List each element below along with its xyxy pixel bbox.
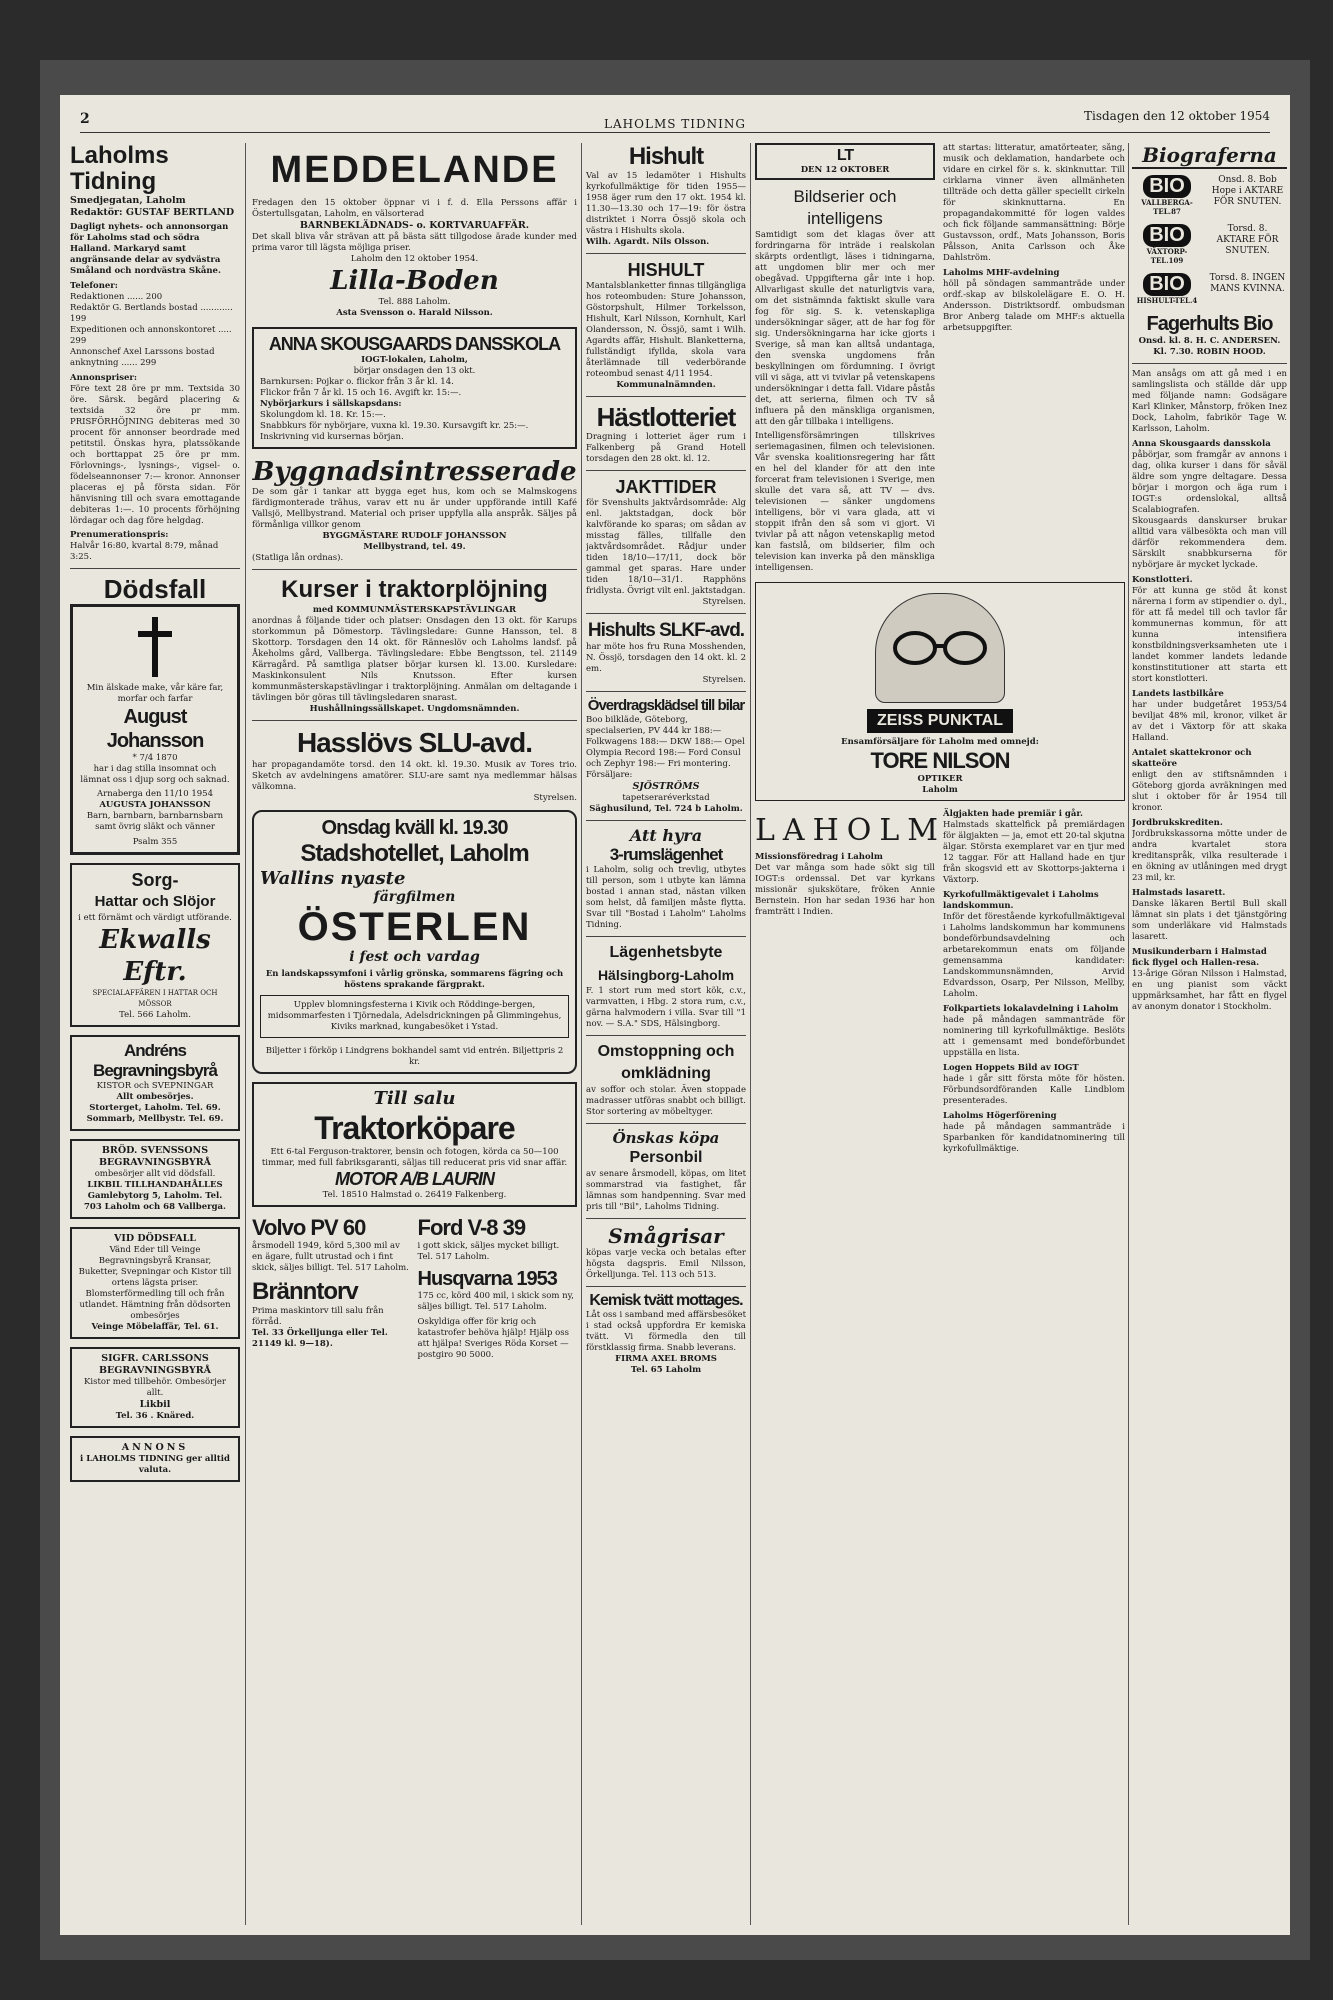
hyra-title: Att hyra [629, 826, 703, 845]
ekwall-tel: Tel. 566 Laholm. [119, 1010, 191, 1020]
kyrko-title: Kyrkofullmäktigevalet i Laholms landskommun. [943, 890, 1099, 911]
column-rule [1128, 143, 1129, 1925]
news-split [755, 143, 1125, 574]
slu-text: har propagandamöte torsd. den 14 okt. kl. 19.30. Musik av Tores trio. Sketch av avdelningens amatörer. SLU-are samt nya medlemmar hälsas välkomna. [252, 760, 577, 792]
halm-title: Halmstads lasarett. [1132, 888, 1226, 898]
musik-text: 13-årige Göran Nilsson i Halmstad, en ung pianist som väckt uppmärksamhet, har fått en flygel av anonym donator i Stockholm. [1132, 969, 1287, 1012]
zeiss-brand: ZEISS PUNKTAL [867, 709, 1013, 733]
miss-title: Missionsföredrag i Laholm [755, 852, 883, 862]
death-born: * 7/4 1870 [132, 753, 178, 763]
upplev-text: Upplev blomningsfesterna i Kivik och Röddinge-bergen, midsommarfesten i Tjörnedala, Adelsdrickningen på Glimmingehus, Kiviks marknad, kungabesöket i Ystad. [260, 995, 569, 1038]
sigfr-text: Kistor med tillbehör. Ombesörjer allt. [84, 1377, 226, 1398]
ad-volvo [252, 1215, 412, 1361]
over-title: Överdragsklädsel till bilar [587, 697, 745, 714]
death-notice-title: Dödsfall [103, 574, 207, 604]
omst-text: av soffor och stolar. Även stoppade madrasser utföras snabbt och billigt. Stor sortering av möbeltyger. [586, 1085, 746, 1117]
ann-text: i LAHOLMS TIDNING ger alltid valuta. [80, 1454, 230, 1475]
hast-title: Hästlotteriet [596, 402, 736, 432]
bio-text: Torsd. 8. INGEN MANS KVINNA. [1209, 273, 1286, 294]
bio-sub: HISHULT-TEL.4 [1136, 296, 1198, 305]
vid-text: Vänd Eder till Veinge Begravningsbyrå Kransar, Buketter, Svepningar och Kistor till ortens lägsta priser. Blomsterförmedling till och från utlandet. Hämtning från dödsorten ombesörjes [78, 1245, 232, 1321]
sorg-sub: Hattar och Slöjor [94, 893, 216, 910]
bio-title: Biograferna [1132, 143, 1287, 169]
rum3-text: i Laholm, solig och trevlig, utbytes till person, som i utbyte kan lämna bostad i annan stad, nästan vilken som helst, då familjen måste flytta. Svar till "Bostad i Laholm" Laholms Tidning. [586, 865, 746, 930]
landets-text: har under budgetåret 1953/54 beviljat 48% mil, kronor, vilket är av det i Växtorp för att skaka Halland. [1132, 700, 1287, 743]
paper-name: LAHOLMS TIDNING [604, 117, 746, 131]
anna-title: Anna Skousgaards dansskola [1132, 439, 1271, 449]
jord-text: Jordbrukskassorna mötte under de andra kvartalet stora kreditanspråk, vilka resulterade i en ökning av utlåningen med drygt 23 mil, kr. [1132, 829, 1287, 883]
death-psalm: Psalm 355 [132, 837, 178, 847]
phone-line: Redaktionen ...... 200 [70, 292, 163, 302]
bio-logo: BIO [1143, 175, 1191, 198]
column-local [586, 143, 746, 1925]
hishult2-sign: Kommunalnämnden. [616, 380, 716, 390]
husq-title: Husqvarna 1953 [417, 1268, 557, 1290]
ad-sorg [70, 863, 240, 1027]
kurs-title: Kurser i traktorplöjning [281, 576, 548, 603]
mhf-text: höll på söndagen sammanträde under ordf.-skap av bilskolelägare E. O. H. Andersson. Distriktsordf. ombudsman Bror Anberg talade om MHF:s aktuella arbetsuppgifter. [943, 279, 1125, 333]
rum3-title: 3-rumslägenhet [609, 845, 723, 864]
news-lower-left [755, 809, 946, 1155]
hoger-text: hade på måndagen sammanträde i Sparbanken för kandidatnominering till kyrkofullmäktige. [943, 1122, 1125, 1154]
dans-line: Skolungdom kl. 18. Kr. 15:—. [260, 410, 386, 420]
lt-logo: LT [836, 147, 854, 164]
slu-sign: Styrelsen. [533, 793, 577, 803]
man-text: Man ansågs om att gå med i en samlingslista och ställde där upp med följande namn: Godsägare Karl Klinker, Månstorp, fröken Inez Dock, Laholm, fabrikör Tage W. Karlsson, Laholm. [1132, 369, 1287, 434]
bild-text: Samtidigt som det klagas över att fordringarna för inträde i realskolan skärpts ordentligt, läses i tidningarna, att ungdomen blir mer och mer obegåvad. Uppgifterna går inte i hop. Allvarligast skulle det naturligtvis vara, om det sistnämnda faktiskt skulle vara fog för sig. S. k. vetenskapliga undersökningar säger, att de har fog för sig. Undersökningarna har icke gjorts i Sverige, så man kan alltså undantaga, den svenska ungdomens från beskyllningen om fördumning. I övrigt vill vi säga, att vi tvivlar på vetenskapens undersökningar i detta fall. Vidare påstås det, att serierna, filmen och TV så influera på den mänskliga organismen, att den går tillbaka i intelligens. [755, 230, 935, 427]
hoger-title: Laholms Högerförening [943, 1111, 1057, 1121]
traktor-title: Traktorköpare [314, 1110, 515, 1146]
bygg-addr: Mellbystrand, tel. 49. [363, 542, 466, 552]
phones-title: Telefoner: [70, 281, 118, 291]
bygg-note: (Statliga lån ordnas). [252, 553, 344, 563]
kurs-text: anordnas å följande tider och platser: Onsdagen den 13 okt. för Karups storkommun på Dömestorp. Tävlingsledare: Gunne Hansson, tel. 8 Skottorp. Torsdagen den 14 okt. för Ränneslöv och Laholms landsf. på Åkeholms gård, Vallberga. Tävlingsledare: Ebbe Bengtsson, tel. 21149 Kärragård. På samtliga platser börjar kursen kl. 13.00. Kursledare: Maskinkonsulent Nils Knutsson. Efter kursen kommunmästerskapstävlingar i traktorplöjning. Anmälan om deltagande i tävlingen bör göras till tävlingsledaren snarast. [252, 616, 577, 703]
death-signer: AUGUSTA JOHANSSON [99, 800, 211, 810]
over-text: Boo bilkläde, Göteborg, specialserien, PV 444 kr 188:— Folkwagens 188:— DKW 188:— Opel Olympia Record 198:— Ford Consul och Zephyr 198:— Fri montering. Försäljare: [586, 715, 745, 780]
death-intro: Min älskade make, vår käre far, morfar och farfar [86, 683, 224, 704]
musik-title: Musikunderbarn i Halmstad fick flygel och Hallen-resa. [1132, 947, 1267, 968]
bilar-text: Oskyldiga offer för krig och katastrofer behöva hjälp! Hjälp oss att hjälpa! Sveriges Röda Korset — postgiro 90 5000. [417, 1317, 570, 1360]
antal-title: Antalet skattekronor och skatteöre [1132, 748, 1252, 769]
motor-name: MOTOR A/B LAURIN [335, 1169, 494, 1189]
bild-text2: Intelligensförsämringen tillskrives seriemagasinen, filmen och televisionen. Vår svenska koalitionsregering har fått en hel del klander för att den inte forcerat fram televisionen i Sverige, men skulle det vara så, att TV — dvs. televisionen — sänker ungdomens intelligens, bör vi vara glada, att vi stoppit ifrån den så som vi gjort. Vi tvivlar på att någon vetenskaplig metod kan fastslå, om bildserier, film och television kan inverka på den mänskliga intelligensen. [755, 431, 935, 573]
hishult-text: Val av 15 ledamöter i Hishults kyrkofullmäktige för tiden 1955—1958 äger rum den 17 okt. 1954 kl. 11.30—13.30 och 17—19: för östra distriktet i Norra Össjö skola och västra i Hishults skola. [586, 171, 746, 236]
volvo-title: Volvo PV 60 [252, 1215, 366, 1240]
antal-text: enligt den av stiftsnämnden i Göteborg gjorda avräkningen med slut i oktober för år 1954 till kronor. [1132, 770, 1287, 813]
prices-title: Annonspriser: [70, 373, 138, 383]
phone-line: Annonschef Axel Larssons bostad anknytning ...... 299 [70, 347, 215, 368]
farg-text: färgfilmen [373, 889, 456, 905]
sigfr-lik: Likbil [139, 1399, 171, 1410]
page-header [80, 103, 1270, 133]
bio-vaxtorp [1132, 224, 1287, 265]
death-friends: samt övrig släkt och vänner [95, 822, 215, 832]
phone-line: Redaktör G. Bertlands bostad ............ 199 [70, 303, 233, 324]
column-masthead [70, 143, 240, 1925]
cross-icon [130, 617, 180, 677]
bio-logo-block [1132, 273, 1202, 305]
brann-tel: Tel. 33 Örkelljunga eller Tel. 21149 kl. 9—18). [252, 1328, 388, 1349]
person-text: av senare årsmodell, köpas, om litet sommarstrad via fastighet, får lämnas som handpenning. Svar med pris till "Bil", Laholms Tidning. [586, 1169, 746, 1212]
bio-logo: BIO [1143, 224, 1191, 247]
ad-vid-dodsfall [70, 1227, 240, 1339]
hishult2-title: HISHULT [627, 260, 705, 280]
ad-osterlen [252, 810, 577, 1074]
sma-title: Smågrisar [608, 1224, 724, 1248]
bio-hishult [1132, 273, 1287, 305]
byte-city: Hälsingborg-Laholm [597, 967, 735, 983]
lt-date: DEN 12 OKTOBER [800, 165, 890, 175]
masthead: Laholms Tidning [70, 143, 169, 195]
column-news [755, 143, 1125, 1925]
medd-text2: Det skall bliva vår strävan att på bästa sätt tillgodose ärade kunder med prima varor till lägsta möjliga priser. [252, 232, 577, 253]
sub-text: Halvår 16:80, kvartal 8:79, månad 3:25. [70, 541, 219, 562]
biljetter-text: Biljetter i förköp i Lindgrens bokhandel samt vid entrén. Biljettpris 2 kr. [265, 1046, 564, 1067]
kurs-org: med KOMMUNMÄSTERSKAPSTÄVLINGAR [312, 605, 517, 615]
death-family: Barn, barnbarn, barnbarnsbarn [86, 811, 224, 821]
bio-logo-block [1132, 224, 1202, 265]
konst-title: Konstlotteri. [1132, 575, 1193, 585]
tore-name: TORE NILSON [870, 748, 1010, 773]
sigfr-title: SIGFR. CARLSSONS BEGRAVNINGSBYRÅ [98, 1353, 212, 1376]
dans-title: ANNA SKOUSGAARDS DANSSKOLA [268, 334, 561, 354]
dans-line: Barnkursen: Pojkar o. flickor från 3 år kl. 14. [260, 377, 454, 387]
byte-text: F. 1 stort rum med stort kök, c.v., varmvatten, i Hbg. 2 stora rum, c.v., gärna halvmodern i villa. Svar till "1 nov. — S.A." SDS, Hälsingborg. [586, 986, 746, 1029]
bio-text: Torsd. 8. AKTARE FÖR SNUTEN. [1216, 224, 1279, 256]
alg-title: Älgjakten hade premiär i går. [943, 809, 1084, 819]
slkf-title: Hishults SLKF-avd. [587, 620, 745, 641]
medd-sign: Asta Svensson o. Harald Nilsson. [336, 308, 493, 318]
jakt-sign: Styrelsen. [702, 597, 746, 607]
meddelande-title: MEDDELANDE [270, 149, 559, 191]
ad-traktor [252, 1082, 577, 1207]
death-place: Arnaberga den 11/10 1954 [97, 789, 213, 799]
bio-logo: BIO [1143, 273, 1191, 296]
masthead-editor: Redaktör: GUSTAF BERTLAND [70, 207, 235, 218]
logen-title: Logen Hoppets Bild av IOGT [943, 1063, 1079, 1073]
slkf-text: har möte hos fru Runa Mosshenden, N. Össjö, torsdagen den 14 okt. kl. 2 em. [586, 642, 746, 674]
death-text: har i dag stilla insomnat och lämnat oss i djup sorg och saknad. [80, 764, 230, 785]
news-left [755, 143, 935, 574]
ad-annons [70, 1436, 240, 1482]
tillsalu: Till salu [373, 1088, 456, 1109]
news-lower-right [943, 809, 1125, 1155]
ad-sigfr-carlsson [70, 1347, 240, 1428]
sorg-text: i ett förnämt och värdigt utförande. [78, 913, 232, 923]
bygg-text: De som går i tankar att bygga eget hus, kom och se Malmskogens färdigmonterade trähus, varav ett nu är under uppförande intill Kafé Vallsjö, Mellbystrand. Material och priser uppfylla alla anspråk. Säljes på förmånliga villkor genom [252, 487, 577, 530]
brann-text: Prima maskintorv till salu från förråd. [252, 1306, 384, 1327]
medd-shop: BARNBEKLÄDNADS- o. KORTVARUAFFÄR. [299, 220, 530, 231]
ad-andren [70, 1035, 240, 1131]
jakt-text: för Svenshults jaktvårdsområde: Alg enl. jaktstadgan, dock bör kalvförande ko sparas; om sådan av misstag fälles, tillfalle den jaktvårdsområdet. Rådjur under tiden 18/10—17/11, dock bör gammal get sparas. Hare under tiden 18/10—31/1. Rapphöns fridlysta. Övrigt vilt enl. jaktstadgan. [586, 498, 746, 596]
lt-box [755, 143, 935, 180]
brod-title: BRÖD. SVENSSONS BEGRAVNINGSBYRÅ [98, 1145, 212, 1168]
mhf-title: Laholms MHF-avdelning [943, 268, 1060, 278]
bygg-firm: BYGGMÄSTARE RUDOLF JOHANSSON [322, 531, 507, 541]
wallins-text: Wallins nyaste [260, 868, 406, 889]
ford-text: i gott skick, säljes mycket billigt. Tel. 517 Laholm. [417, 1241, 560, 1262]
masthead-address: Smedjegatan, Laholm [70, 195, 186, 206]
glasses-illustration [875, 593, 1005, 703]
alg-text: Halmstads skattelfick på premiärdagen för älgjakten — ja, emot ett 20-tal skjutna älgar. Största exemplaret var en tjur med 12 taggar. För att Halland hade en tjur från skogsvid ett av Skottorps-jakterna i Växtorp. [943, 820, 1125, 885]
issue-date: Tisdagen den 12 oktober 1954 [1084, 109, 1270, 123]
death-notice [70, 604, 240, 855]
konst-text: För att kunna ge stöd åt konst närerna i form av stipendier o. dyl., för att få medel till och tavlor får kommunernas kommun, för att kunna intensifiera konstbildningsverksamheten ute i landet kommer landets ledande konstinstitutioner att starta ett stort konstlotteri. [1132, 586, 1287, 684]
phone-line: Expeditionen och annonskontoret ..... 299 [70, 325, 232, 346]
sjostroms-addr: Säghusilund, Tel. 724 b Laholm. [589, 804, 743, 814]
eyeglasses-icon [890, 628, 990, 668]
ann-title: ANNONS [121, 1442, 189, 1453]
hishult-sign: Wilh. Agardt. Nils Olsson. [586, 237, 710, 247]
laholm-heading: LAHOLM [755, 813, 946, 848]
ad-dansskola [252, 327, 577, 449]
bio-text: Onsd. 8. Bob Hope i AKTARE FÖR SNUTEN. [1211, 175, 1284, 207]
hishult2-text: Mantalsblanketter finnas tillgängliga hos roteombuden: Sture Johansson, Göstorpshult, Hilmer Torkelsson, Hishult, Karl Nilsson, Kornhult, Karl Olandersson, N. Össjö, samt i Wilh. Agardts affär, Hishult. Blanketterna, fullständigt ifyllda, skola vara återlämnade till vederbörande roteombud senast 4/11 1954. [586, 281, 746, 379]
column-rule [581, 143, 582, 1925]
logen-text: hade i går sitt första möte för hösten. Förbundsordföranden Kalle Lindblom presenterades. [943, 1074, 1125, 1106]
onsdag-text: Onsdag kväll kl. 19.30 [321, 817, 508, 839]
landets-title: Landets lastbilkåre [1132, 689, 1224, 699]
kemisk-text: Låt oss i samband med affärsbesöket i stad också uppfordra Er kemiska tvätt. Vi förmedla den till förstklassig firma. Snabb leverans. [586, 1310, 746, 1353]
bio-sub: VALLBERGA-TEL.87 [1141, 198, 1193, 216]
slu-title: Hasslövs SLU-avd. [296, 727, 533, 758]
bio-vallberga [1132, 175, 1287, 216]
jakt-title: JAKTTIDER [615, 477, 717, 497]
kurs-sign: Hushållningssällskapet. Ungdomsnämnden. [309, 704, 520, 714]
anna-text: påbörjar, som framgår av annons i dag, olika kurser i dans för såväl äldre som yngre deltagare. Dessa börjar i morgon och äga rum i IOGT:s ordenslokal, alltså Scalabiografen. [1132, 450, 1287, 515]
osterlen-sub: i fest och vardag [349, 949, 480, 965]
prices-text: Före text 28 öre pr mm. Textsida 30 öre. Särsk. begärd placering & textsida 32 öre pr mm. PRISFÖRHÖJNING debiteras med 30 procent för annonser beordrade med petitstil. Önskas hyra, platssökande och borttappat 25 öre pr mm. Förlovnings-, lysnings-, vigsel- o. födelseannonser 7:— kronor. Annonser placeras ej på första sidan. För hänvisning till och svara emottagande debiteras 1:—. 10 procents förhöjning lördagar och dag före helgdag. [70, 384, 240, 526]
andren-text2: Allt ombesörjes. [116, 1092, 194, 1102]
medd-date: Laholm den 12 oktober 1954. [350, 254, 479, 264]
art-text: att startas: litteratur, amatörteater, sång, musik och deklamation, handarbete och vidare en cirkel för s. k. skinknuttar. Till cirklarna vinner även allmänheten tillträde och detta gäller speciellt cirkeln för skinknuttarna. En propagandakommitté för logen valdes och fick följande sammansättning: Börje Gustavsson, ordf., Mats Johansson, Boris Pålsson, Anita Carlsson och Åke Dahlström. [943, 143, 1125, 263]
fager-text: Onsd. kl. 8. H. C. ANDERSEN. Kl. 7.30. ROBIN HOOD. [1138, 336, 1281, 357]
motor-tel: Tel. 18510 Halmstad o. 26419 Falkenberg. [322, 1190, 507, 1200]
hishult-title: Hishult [628, 143, 704, 170]
hast-text: Dragning i lotteriet äger rum i Falkenberg på Grand Hotell torsdagen den 28 okt. kl. 12. [586, 432, 746, 464]
ford-title: Ford V-8 39 [417, 1215, 526, 1240]
folk-title: Folkpartiets lokalavdelning i Laholm [943, 1004, 1119, 1014]
person-title: Personbil [629, 1149, 703, 1166]
anna-text2: Skousgaards danskurser brukar alltid vara välbesökta och man vill därför rekommendera dem. Särskilt snabbkurserna för nybörjare är mycket lyckade. [1132, 516, 1287, 570]
folk-text: hade på måndagen sammanträde för nominering till kyrkofullmäktige. Beslöts att i gemensamt med bondeförbundet uppställa en lista. [943, 1015, 1125, 1058]
sjostroms-logo: SJÖSTRÖMS [632, 781, 700, 792]
andren-title: Andréns Begravningsbyrå [93, 1041, 217, 1080]
dans-start: börjar onsdagen den 13 okt. [353, 366, 476, 376]
medd-text: Fredagen den 15 oktober öppnar vi i f. d. Ella Perssons affär i Östertullsgatan, Laholm, en välsorterad [252, 198, 577, 219]
column-cinema [1132, 143, 1287, 1925]
andren-addr: Storterget, Laholm. Tel. 69. Sommarb, Mellbystr. Tel. 69. [86, 1103, 224, 1124]
ekwall-sub: SPECIALAFFÄREN I HATTAR OCH MÖSSOR [92, 989, 218, 1008]
newspaper-page [60, 95, 1290, 1935]
masthead-intro: Dagligt nyhets- och annonsorgan för Laholms stad och södra Halland. Markaryd samt angränsande delar av sydvästra Småland och nordvästra Skåne. [70, 222, 229, 276]
ekwall-logo: Ekwalls Eftr. [99, 925, 211, 987]
zeiss-sale: Ensamförsäljare för Laholm med omnejd: [841, 737, 1039, 747]
brod-addr: Gamlebytorg 5, Laholm. Tel. 703 Laholm och 68 Vallberga. [83, 1191, 226, 1212]
sigfr-tel: Tel. 36 . Knäred. [115, 1411, 195, 1421]
bio-sub: VÄXTORP-TEL.109 [1146, 247, 1188, 265]
medd-shopname: Lilla-Boden [330, 266, 499, 296]
dans-line: Nybörjarkurs i sällskapsdans: [260, 399, 402, 409]
kemisk-firm: FIRMA AXEL BROMS [615, 1354, 717, 1364]
slkf-sign: Styrelsen. [702, 675, 746, 685]
onskas-title: Önskas köpa [612, 1129, 720, 1147]
jord-title: Jordbrukskrediten. [1132, 818, 1223, 828]
sub-title: Prenumerationspris: [70, 530, 169, 540]
osterlen-text: En landskapssymfoni i vårlig grönska, sommarens fägring och höstens sprakande färgprakt. [265, 969, 564, 990]
brod-text: ombesörjer allt vid dödsfall. [94, 1169, 216, 1179]
kemisk-title: Kemisk tvätt mottages. [589, 1292, 743, 1309]
brann-title: Bränntorv [252, 1278, 358, 1305]
tore-sub: OPTIKER [917, 774, 963, 784]
bygg-title: Byggnadsintresserade [252, 457, 577, 487]
halm-text: Danske läkaren Bertil Bull skall lämnat sin plats i det tjänstgöring som underläkare vid Halmstads lasarett. [1132, 899, 1287, 942]
death-name: August Johansson [106, 706, 204, 752]
sjostroms-sub: tapetseraréverkstad [622, 793, 710, 803]
miss-text: Det var många som hade sökt sig till IOGT:s ordenssal. Det var kyrkans missionär sjukskötare, fröken Annie Bernstein. Hon har sedan 1936 har hon framträtt i Indien. [755, 863, 935, 917]
page-number: 2 [80, 111, 90, 127]
dans-line: Snabbkurs för nybörjare, vuxna kl. 19.30. Kursavgift kr. 25:—. Inskrivning vid kursernas början. [260, 421, 529, 442]
column-rule [245, 143, 246, 1925]
column-ads [252, 143, 577, 1925]
vid-addr: Veinge Möbelaffär, Tel. 61. [91, 1322, 219, 1332]
tore-city: Laholm [922, 785, 958, 795]
osterlen-logo: ÖSTERLEN [297, 905, 532, 949]
bild-title: Bildserier och intelligens [793, 187, 897, 228]
byte-title: Lägenhetsbyte [609, 944, 723, 961]
column-rule [750, 143, 751, 1925]
omst-title: Omstoppning och omklädning [597, 1043, 735, 1082]
volvo-text: årsmodell 1949, körd 5,300 mil av en ägare, fullt utrustad och i fint skick, säljes billigt. Tel. 517 Laholm. [252, 1241, 409, 1273]
bio-logo-block [1132, 175, 1202, 216]
traktor-text: Ett 6-tal Ferguson-traktorer, bensin och fotogen, körda ca 50—100 timmar, med full fabriksgaranti, säljas till reducerat pris vid snar affär. [261, 1147, 568, 1168]
news-lower [755, 809, 1125, 1155]
sorg-title: Sorg- [131, 870, 179, 890]
brod-lik: LIKBIL TILLHANDAHÅLLES [87, 1180, 223, 1190]
ad-zeiss [755, 582, 1125, 801]
news-right [943, 143, 1125, 574]
stads-text: Stadshotellet, Laholm [300, 840, 529, 867]
vid-title: VID DÖDSFALL [114, 1233, 196, 1244]
ad-ford [418, 1215, 578, 1361]
dans-line: Flickor från 7 år kl. 15 och 16. Avgift kr. 15:—. [260, 388, 462, 398]
andren-text: KISTOR och SVEPNINGAR [96, 1081, 214, 1091]
ad-brod-svensson [70, 1139, 240, 1219]
sma-text: köpas varje vecka och betalas efter högsta dagspris. Emil Nilsson, Örkelljunga. Tel. 113 och 513. [586, 1248, 746, 1280]
medd-tel: Tel. 888 Laholm. [378, 297, 451, 307]
dans-place: IOGT-lokalen, Laholm, [361, 355, 468, 365]
vehicle-ads [252, 1215, 577, 1361]
kemisk-tel: Tel. 65 Laholm [630, 1365, 702, 1375]
kyrko-text: Inför det förestående kyrkofullmäktigeval i Laholms landskommun har kommunens bondeförbundsavdelning och arbetarekommun enats om följande gemensamma kandidater: Landskommunsnämnden, Arvid Edvardsson, Osarp, Per Nilsson, Mellby, Laholm. [943, 912, 1125, 999]
fager-title: Fagerhults Bio [1146, 313, 1273, 335]
husq-text: 175 cc, körd 400 mil, i skick som ny, säljes billigt. Tel. 517 Laholm. [417, 1291, 575, 1312]
